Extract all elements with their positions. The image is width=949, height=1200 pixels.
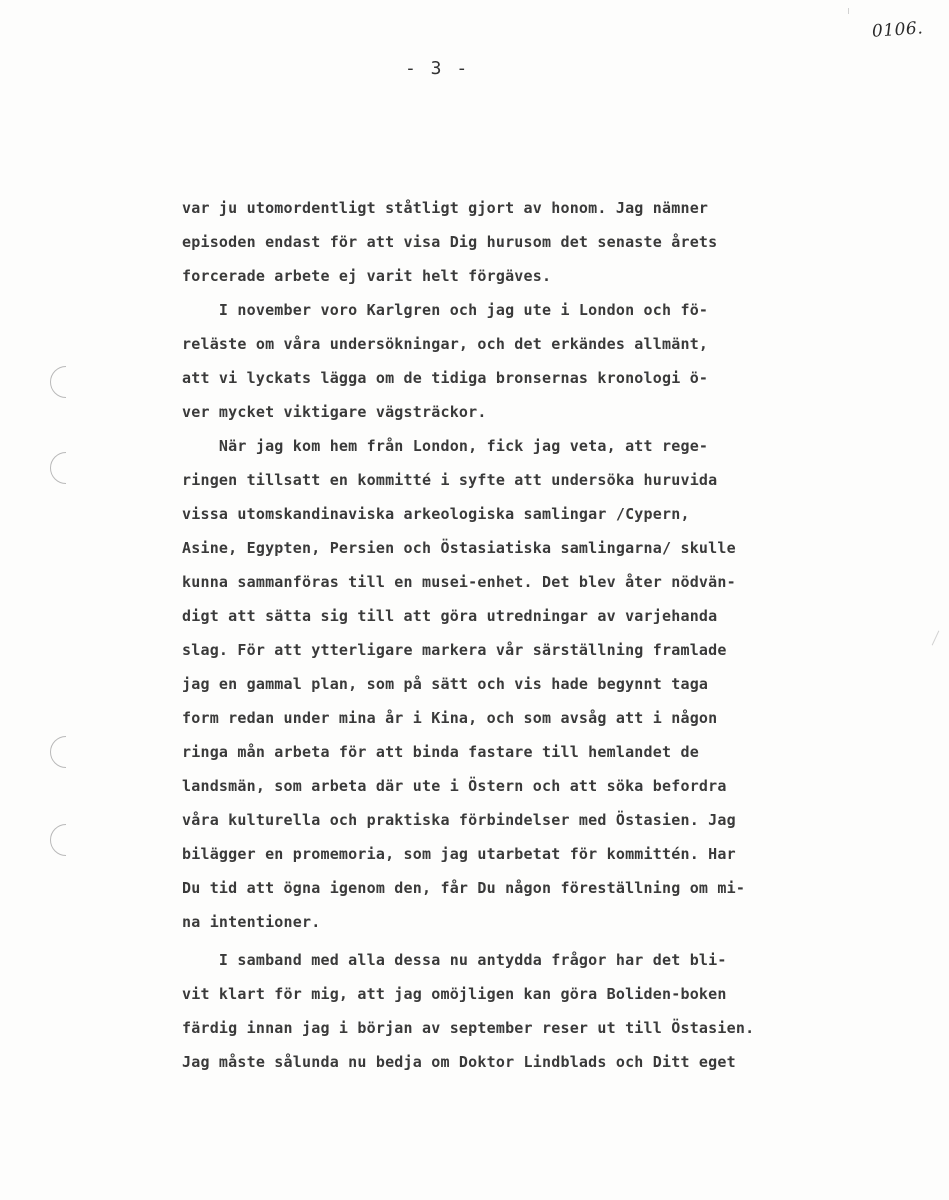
body-line: digt att sätta sig till att göra utredningar av varjehanda xyxy=(182,607,718,625)
binder-hole-mark xyxy=(50,824,82,856)
body-line: kunna sammanföras till en musei-enhet. Det blev åter nödvän- xyxy=(182,573,736,591)
binder-hole-mark xyxy=(50,736,82,768)
body-line: Du tid att ögna igenom den, får Du någon föreställning om mi- xyxy=(182,879,746,897)
body-line: forcerade arbete ej varit helt förgäves. xyxy=(182,267,552,285)
body-line: Jag måste sålunda nu bedja om Doktor Lindblads och Ditt eget xyxy=(182,1053,736,1071)
body-line: form redan under mina år i Kina, och som avsåg att i någon xyxy=(182,709,718,727)
body-line: I samband med alla dessa nu antydda frågor har det bli- xyxy=(182,951,727,969)
body-line: Asine, Egypten, Persien och Östasiatiska samlingarna/ skulle xyxy=(182,539,736,557)
paper-edge-mark xyxy=(848,8,849,14)
body-line: ver mycket viktigare vägsträckor. xyxy=(182,403,487,421)
body-line: na intentioner. xyxy=(182,913,321,931)
page-number: - 3 - xyxy=(405,58,470,79)
body-line: ringa mån arbeta för att binda fastare till hemlandet de xyxy=(182,743,699,761)
binder-hole-mark xyxy=(50,366,82,398)
body-line: I november voro Karlgren och jag ute i London och fö- xyxy=(182,301,709,319)
body-line: våra kulturella och praktiska förbindelser med Östasien. Jag xyxy=(182,811,736,829)
body-line: färdig innan jag i början av september reser ut till Östasien. xyxy=(182,1019,755,1037)
body-line: reläste om våra undersökningar, och det erkändes allmänt, xyxy=(182,335,709,353)
body-line: vissa utomskandinaviska arkeologiska samlingar /Cypern, xyxy=(182,505,690,523)
body-line: slag. För att ytterligare markera vår särställning framlade xyxy=(182,641,727,659)
body-line: jag en gammal plan, som på sätt och vis hade begynnt taga xyxy=(182,675,709,693)
archive-number: 0106. xyxy=(871,18,924,42)
body-line: episoden endast för att visa Dig hurusom det senaste årets xyxy=(182,233,718,251)
body-line: När jag kom hem från London, fick jag veta, att rege- xyxy=(182,437,709,455)
binder-hole-mark xyxy=(50,452,82,484)
body-line: bilägger en promemoria, som jag utarbetat för kommittén. Har xyxy=(182,845,736,863)
body-line: ringen tillsatt en kommitté i syfte att undersöka huruvida xyxy=(182,471,718,489)
body-line: att vi lyckats lägga om de tidiga bronsernas kronologi ö- xyxy=(182,369,709,387)
paper-edge-mark xyxy=(932,631,940,646)
body-line: vit klart för mig, att jag omöjligen kan göra Boliden-boken xyxy=(182,985,727,1003)
body-line: var ju utomordentligt ståtligt gjort av honom. Jag nämner xyxy=(182,199,709,217)
body-line: landsmän, som arbeta där ute i Östern och att söka befordra xyxy=(182,777,727,795)
